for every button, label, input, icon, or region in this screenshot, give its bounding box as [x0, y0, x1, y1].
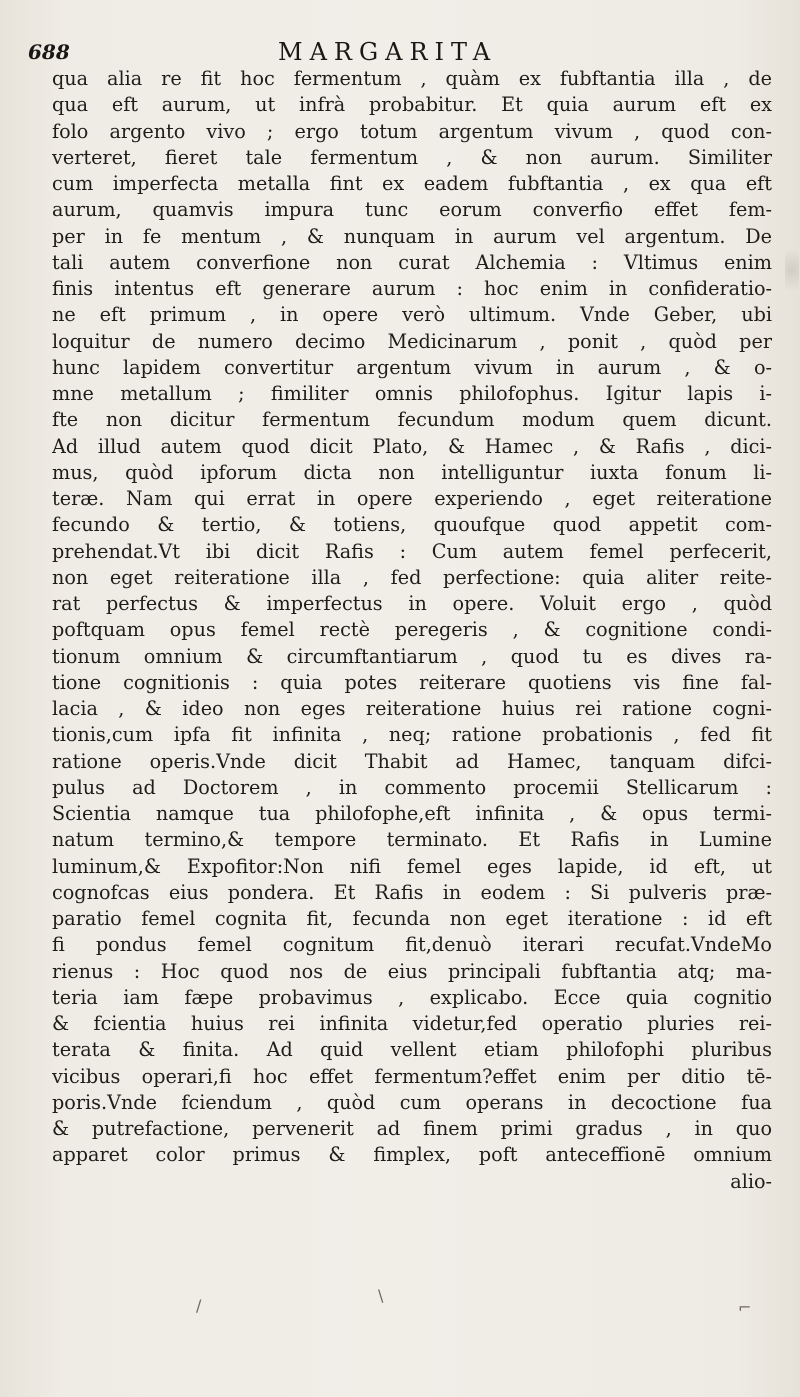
text-line: poftquam opus femel rectè peregeris , & cognitione condi-: [52, 618, 772, 642]
text-line: lacia , & ideo non eges reiteratione huius rei ratione cogni-: [52, 697, 772, 720]
text-line: terata & finita. Ad quid vellent etiam philofophi pluribus: [52, 1038, 772, 1062]
text-line: paratio femel cognita fit, fecunda non eget iteratione : id eft: [52, 907, 772, 930]
text-line: folo argento vivo ; ergo totum argentum vivum , quod con-: [52, 119, 772, 143]
text-line: qua alia re fit hoc fermentum , quàm ex fubftantia illa , de: [52, 67, 772, 90]
text-line: hunc lapidem convertitur argentum vivum in aurum , & o-: [52, 355, 772, 379]
text-line: tionis,cum ipfa fit infinita , neq; ratione probationis , fed fit: [52, 723, 772, 747]
text-line: natum termino,& tempore terminato. Et Rafis in Lumine: [52, 828, 772, 852]
text-line: fte non dicitur fermentum fecundum modum quem dicunt.: [52, 408, 772, 432]
text-line: non eget reiteratione illa , fed perfectione: quia aliter reite-: [52, 565, 772, 589]
text-line: Scientia namque tua philofophe,eft infinita , & opus termi-: [52, 802, 772, 825]
text-line: mne metallum ; fimiliter omnis philofophus. Igitur lapis i-: [52, 382, 772, 405]
text-line: apparet color primus & fimplex, poft anteceffionē omnium: [52, 1143, 772, 1167]
text-line: tionum omnium & circumftantiarum , quod tu es dives ra-: [52, 644, 772, 668]
text-line: & fcientia huius rei infinita videtur,fed operatio pluries rei-: [52, 1012, 772, 1035]
text-line: poris.Vnde fciendum , quòd cum operans in decoctione fua: [52, 1090, 772, 1114]
text-line: rienus : Hoc quod nos de eius principali fubftantia atq; ma-: [52, 959, 772, 983]
text-line: verteret, fieret tale fermentum , & non aurum. Similiter: [52, 145, 772, 169]
stray-mark: ⌐: [738, 1298, 752, 1317]
text-line: cognofcas eius pondera. Et Rafis in eodem : Si pulveris præ-: [52, 880, 772, 904]
body-text: [52, 66, 772, 1195]
text-line: prehendat.Vt ibi dicit Rafis : Cum autem femel perfecerit,: [52, 539, 772, 563]
text-line: teræ. Nam qui errat in opere experiendo , eget reiteratione: [52, 487, 772, 510]
text-line: Ad illud autem quod dicit Plato, & Hamec , & Rafis , dici-: [52, 434, 772, 458]
text-line: fi pondus femel cognitum fit,denuò iterari recufat.VndeMo: [52, 933, 772, 957]
text-line: teria iam fæpe probavimus , explicabo. Ecce quia cognitio: [52, 985, 772, 1009]
text-line: pulus ad Doctorem , in commento procemii Stellicarum :: [52, 775, 772, 799]
text-line: aurum, quamvis impura tunc eorum converfio effet fem-: [52, 198, 772, 222]
text-line: tione cognitionis : quia potes reiterare quotiens vis fine fal-: [52, 670, 772, 694]
text-line: loquitur de numero decimo Medicinarum , ponit , quòd per: [52, 329, 772, 353]
text-line: ne eft primum , in opere verò ultimum. Vnde Geber, ubi: [52, 303, 772, 327]
stray-mark: \: [378, 1286, 384, 1305]
stray-mark: /: [196, 1296, 202, 1315]
text-line: & putrefactione, pervenerit ad finem primi gradus , in quo: [52, 1117, 772, 1140]
text-line: tali autem converfione non curat Alchemia : Vltimus enim: [52, 250, 772, 274]
page-number: 688: [28, 40, 70, 64]
catchword: alio-: [730, 1169, 772, 1193]
text-line: vicibus operari,fi hoc effet fermentum?effet enim per ditio tē-: [52, 1064, 772, 1088]
text-line: per in fe mentum , & nunquam in aurum vel argentum. De: [52, 224, 772, 248]
text-line: luminum,& Expofitor:Non nifi femel eges lapide, id eft, ut: [52, 854, 772, 878]
running-head: [28, 38, 772, 64]
text-line: rat perfectus & imperfectus in opere. Voluit ergo , quòd: [52, 592, 772, 615]
text-line: fecundo & tertio, & totiens, quoufque quod appetit com-: [52, 513, 772, 537]
text-line: mus, quòd ipforum dicta non intelliguntur iuxta fonum li-: [52, 460, 772, 484]
text-line: ratione operis.Vnde dicit Thabit ad Hamec, tanquam difci-: [52, 749, 772, 773]
running-title: MARGARITA: [278, 38, 498, 66]
text-line: cum imperfecta metalla fint ex eadem fubftantia , ex qua eft: [52, 172, 772, 195]
paper-stain: [785, 250, 799, 290]
text-line: qua eft aurum, ut infrà probabitur. Et quia aurum eft ex: [52, 93, 772, 117]
text-line: finis intentus eft generare aurum : hoc enim in confideratio-: [52, 277, 772, 300]
